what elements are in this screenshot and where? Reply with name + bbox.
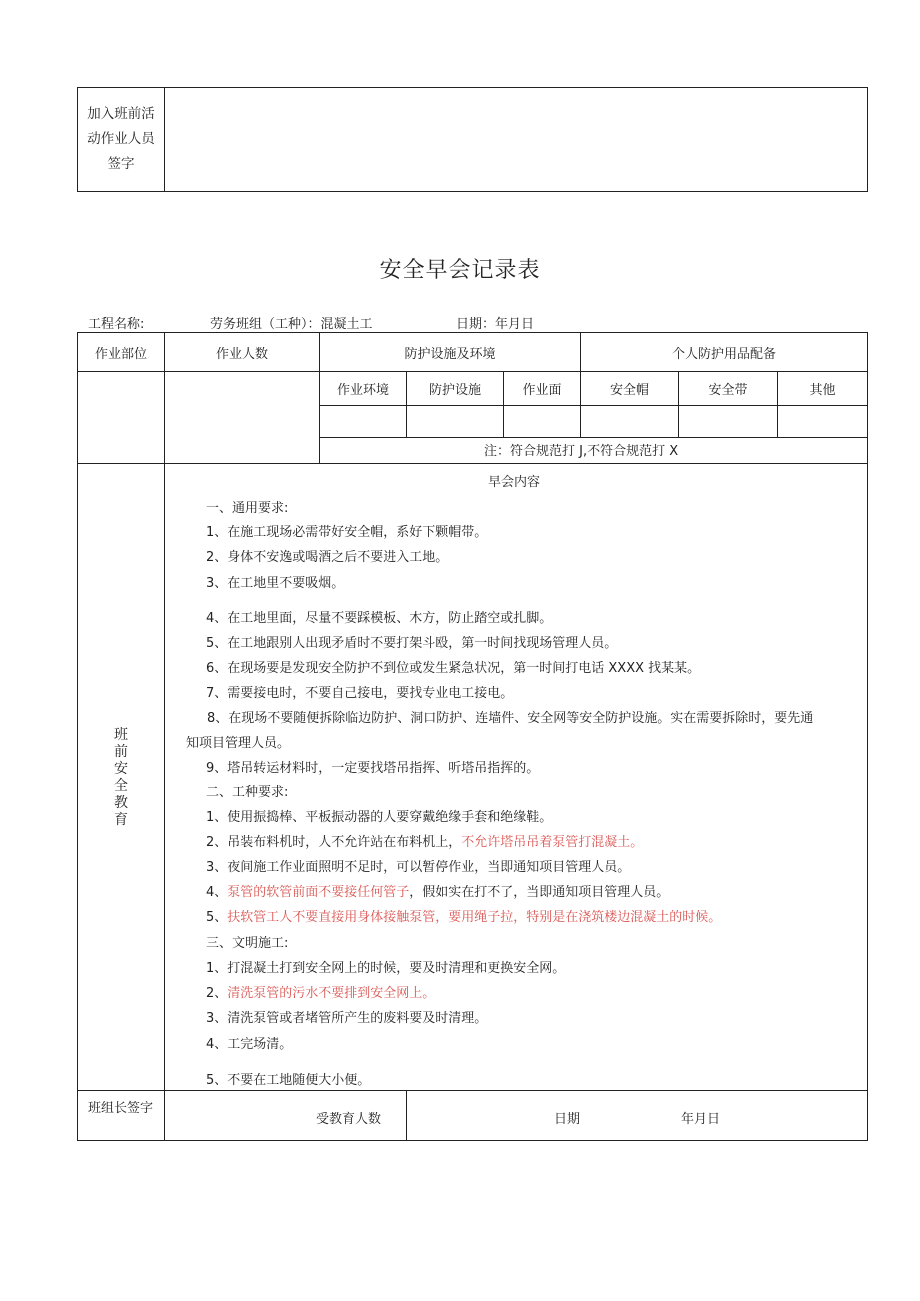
helmet-check-cell[interactable] [582,407,677,436]
general-item-1: 1、在施工现场必需带好安全帽，系好下颗帽带。 [206,525,488,540]
general-item-2: 2、身体不安逸或喝酒之后不要进入工地。 [206,550,449,565]
project-name-label: 工程名称: [88,317,145,332]
trade-item-5-num: 5、 [206,910,228,925]
header-work-area: 作业部位 [94,346,147,362]
row-line-note [77,463,868,464]
work-area-input[interactable] [79,373,163,462]
signature-label-line-3: 签字 [107,156,135,172]
signature-table-divider [164,87,165,192]
side-char-1: 班 [114,727,128,743]
row-line-subheader [319,405,868,406]
sub-header-facility: 防护设施 [428,383,481,398]
trained-count-label: 受教育人数 [316,1112,382,1127]
headcount-input[interactable] [166,373,318,462]
signature-label-line-1: 加入班前活 [87,106,155,122]
general-item-3: 3、在工地里不要吸烟。 [206,576,345,591]
trade-item-5 [206,906,721,925]
date-footer-value[interactable]: 年月日 [681,1112,721,1127]
trade-item-4-highlight: 泵管的软管前面不要接任何管子 [227,885,410,900]
section-trade-title: 二、工种要求: [206,785,289,800]
header-protection: 防护设施及环境 [404,346,496,362]
signature-label [78,88,164,191]
team-label: 劳务班组（工种）：混凝土工 [210,317,373,332]
sub-header-other: 其他 [809,383,836,398]
env-check-cell[interactable] [321,407,405,436]
other-check-cell[interactable] [779,407,867,436]
col-line-1 [164,332,165,1141]
content-title: 早会内容 [488,475,541,490]
sub-header-belt: 安全带 [708,383,748,398]
general-item-5: 5、在工地跟别人出现矛盾时不要打架斗殴，第一时间找现场管理人员。 [206,636,618,651]
general-item-7: 7、需要接电时，不要自己接电，要找专业电工接电。 [206,686,514,701]
trade-item-2-text: 2、吊装布料机时，人不允许站在布料机上， [206,835,462,850]
page-title: 安全早会记录表 [379,258,541,283]
trade-item-4-text: ，假如实在打不了，当即通知项目管理人员。 [409,885,670,900]
general-item-9: 9、塔吊转运材料时，一定要找塔吊指挥、听塔吊指挥的。 [206,761,540,776]
facility-check-cell[interactable] [408,407,502,436]
civilized-item-2 [206,982,435,1001]
leader-sign-field[interactable] [166,1092,306,1139]
general-item-6: 6、在现场要是发现安全防护不到位或发生紧急状况，第一时间打电话 XXXX 找某某。 [206,661,701,676]
surface-check-cell[interactable] [505,407,579,436]
civilized-item-2-highlight: 清洗泵管的污水不要排到安全网上。 [227,986,436,1001]
header-headcount: 作业人数 [215,346,268,362]
row-line-values [319,437,868,438]
general-item-8: 8、在现场不要随便拆除临边防护、洞口防护、连墙件、安全网等安全防护设施。实在需要拆除时，要先通 [207,711,814,726]
trade-item-4-num: 4、 [206,885,228,900]
civilized-item-1: 1、打混凝土打到安全网上的时候，要及时清理和更换安全网。 [206,961,566,976]
civilized-item-5: 5、不要在工地随便大小便。 [206,1073,371,1088]
side-char-5: 教 [114,795,128,811]
trade-item-1: 1、使用振捣棒、平板振动器的人要穿戴绝缘手套和绝缘鞋。 [206,810,553,825]
side-char-2: 前 [114,744,128,760]
civilized-item-2-num: 2、 [206,986,228,1001]
sub-header-surface: 作业面 [522,383,562,398]
signature-field[interactable] [166,89,866,190]
check-note: 注：符合规范打 J,不符合规范打 X [484,444,679,459]
row-line-footer [77,1090,868,1091]
section-civilized-title: 三、文明施工: [206,936,289,951]
side-label-pre-shift-education [78,727,164,829]
side-char-4: 全 [114,778,128,794]
trade-item-2-highlight: 不允许塔吊吊着泵管打混凝土。 [461,835,644,850]
trade-item-2 [206,831,643,850]
side-char-6: 育 [114,812,128,828]
belt-check-cell[interactable] [680,407,776,436]
header-ppe: 个人防护用品配备 [671,346,776,362]
civilized-item-4: 4、工完场清。 [206,1037,293,1052]
civilized-item-3: 3、清洗泵管或者堵管所产生的废料要及时清理。 [206,1011,488,1026]
trade-item-3: 3、夜间施工作业面照明不足时，可以暂停作业，当即通知项目管理人员。 [206,860,631,875]
general-item-8-cont: 知项目管理人员。 [186,736,291,751]
date-label: 日期：年月日 [456,317,535,332]
date-footer-label: 日期 [554,1112,581,1127]
sub-header-env: 作业环境 [336,383,389,398]
col-line-footer [406,1090,407,1141]
trade-item-4 [206,881,669,900]
general-item-4: 4、在工地里面，尽量不要踩模板、木方，防止踏空或扎脚。 [206,611,553,626]
trade-item-5-highlight: 扶软管工人不要直接用身体接触泵管，要用绳子拉，特别是在浇筑楼边混凝土的时候。 [227,910,722,925]
section-general-title: 一、通用要求: [206,501,289,516]
sub-header-helmet: 安全帽 [609,383,649,398]
side-char-3: 安 [114,761,128,777]
signature-label-line-2: 动作业人员 [87,131,155,147]
leader-sign-label: 班组长签字 [88,1101,154,1116]
